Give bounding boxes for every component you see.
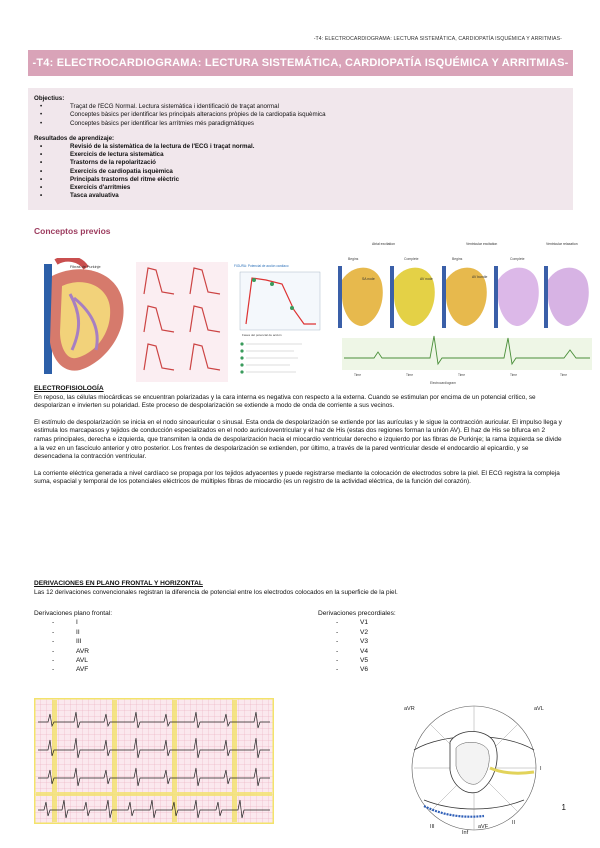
list-item: • Trastorns de la repolarització — [56, 159, 573, 167]
axis-label: I — [540, 766, 542, 772]
lead-name: III — [76, 638, 82, 646]
results-label: Resultados de aprendizaje: — [34, 134, 115, 142]
ecg-highlight — [36, 792, 272, 796]
list-dash: - — [52, 666, 55, 674]
ecg-highlight — [112, 700, 117, 822]
phase-header: Ventricular excitation — [466, 242, 498, 246]
list-dash: - — [336, 657, 339, 665]
list-item — [34, 665, 112, 674]
precordial-label: Derivaciones precordiales: — [318, 610, 396, 617]
lead-axis-diagram — [394, 688, 554, 836]
phases-caption: Fases del potencial de acción — [242, 333, 282, 337]
highlight-arc — [490, 768, 534, 773]
list-item — [318, 637, 396, 646]
list-item: • Principals trastorns del ritme elèctric — [56, 176, 573, 184]
vessel-shape — [390, 266, 394, 328]
list-dash: - — [336, 619, 339, 627]
list-item: • Exercicis de lectura sistemàtica — [56, 151, 573, 159]
heart-phase — [548, 268, 589, 326]
vessel-shape — [442, 266, 446, 328]
list-item — [318, 665, 396, 674]
list-item — [318, 647, 396, 656]
frontal-leads-list — [34, 609, 112, 675]
list-item — [318, 656, 396, 665]
ecg-12-lead-figure — [34, 698, 274, 824]
heart-row — [342, 268, 589, 326]
time-label: Time — [354, 373, 361, 377]
axis-label: aVF — [478, 824, 489, 830]
electrophysiology-section — [34, 385, 562, 487]
phase-sub: Complete — [404, 257, 419, 261]
action-potential-grid-figure — [136, 262, 228, 382]
heart-phase — [498, 268, 539, 326]
vessel-shape — [338, 266, 342, 328]
axis-label: III — [430, 824, 435, 830]
list-dash: - — [52, 619, 55, 627]
node-label: AV node — [420, 277, 433, 281]
list-dash: - — [336, 638, 339, 646]
list-item: • Conceptes bàsics per identificar les arrítmies més paradigmàtiques — [56, 120, 573, 128]
list-dash: - — [52, 638, 55, 646]
time-label: Time — [458, 373, 465, 377]
ap-caption: FIGURA: Potencial de acción cardíaco — [234, 264, 289, 268]
lead-name: AVR — [76, 647, 90, 655]
paragraph: En reposo, las células miocárdicas se encuentran polarizadas y la cara interna es negativa con respecto a la externa. Cuando se estimulan por encima de un potencial crítico, se despolarizan e invierten su polaridad. Este proceso de despolarización se extiende a modo de onda de corriente a sus vecinos. — [34, 393, 536, 410]
time-label: Time — [510, 373, 517, 377]
title-band — [28, 50, 573, 76]
legend-dot — [240, 370, 243, 373]
list-item — [34, 628, 112, 637]
list-dash: - — [52, 628, 55, 636]
lead-name: V1 — [360, 619, 369, 627]
list-item: • Revisió de la sistemàtica de la lectura de l'ECG i traçat normal. — [56, 143, 573, 151]
list-item: • Tasca avaluativa — [56, 192, 573, 200]
list-dash: - — [336, 666, 339, 674]
phase-marker — [290, 306, 294, 310]
axis-label: II — [512, 820, 516, 826]
phase-sub: Complete — [510, 257, 525, 261]
legend-dot — [240, 342, 243, 345]
vessel-shape — [544, 266, 548, 328]
node-label: SA node — [362, 277, 375, 281]
list-dash: - — [52, 647, 55, 655]
list-item — [318, 618, 396, 627]
time-label: Time — [560, 373, 567, 377]
list-item — [34, 656, 112, 665]
list-dash: - — [52, 657, 55, 665]
phase-sub: Begins — [348, 257, 359, 261]
paragraph: Las 12 derivaciones convencionales registran la diferencia de potencial entre los electrodos colocados en la superficie de la piel. — [34, 588, 398, 596]
list-item — [34, 618, 112, 627]
lead-name: AVF — [76, 666, 89, 674]
time-label: Time — [406, 373, 413, 377]
list-dash: - — [336, 647, 339, 655]
ecg-strip-caption: Electrocardiogram — [430, 381, 456, 385]
paragraph: El estímulo de despolarización se inicia en el nodo sinoauricular o sinusal. Esta onda de despolarización se extiende por las aurículas y le sigue la contracción auricular. El impulso llega y estimula los marcapasos y tejidos de conducción especializados en el nodo auriculoventricular y el haz de His (estas dos regiones forman la unión AV). El haz de His se bifurca en 2 ramas principales, derecha e izquierda, que transmiten la onda de despolarización hacia el miocardio ventricular derecho e izquierdo por las fibras de Purkinje; la rama izquierda se divide a la vez en un fascículo anterior y otro posterior. Los frentes de despolarización se extienden, por último, a través de la pared ventricular desde el endocardio al epicardio, y se desencadena la contracción ventricular. — [34, 418, 562, 461]
heart-label: Fibras de Purkinje — [70, 265, 101, 269]
objectives-list — [28, 103, 573, 128]
objectives-label: Objectius: — [34, 95, 65, 102]
running-header: -T4: ELECTROCARDIOGRAMA: LECTURA SISTEMÀTICA, CARDIOPATÍA ISQUÉMICA Y ARRITMIAS- — [313, 36, 562, 42]
grid-background — [136, 262, 228, 382]
axis-label: aVL — [534, 706, 544, 712]
results-list — [28, 143, 573, 200]
phase-marker — [252, 278, 256, 282]
ventricular-ap-figure — [232, 262, 326, 384]
list-item — [34, 637, 112, 646]
legend-dot — [240, 349, 243, 352]
lead-name: II — [76, 628, 80, 636]
lead-name: V5 — [360, 657, 369, 665]
frontal-label: Derivaciones plano frontal: — [34, 610, 113, 617]
ecg-highlight — [52, 700, 57, 822]
derivations-heading: DERIVACIONES EN PLANO FRONTAL Y HORIZONTAL — [34, 580, 203, 587]
ecg-highlight — [232, 700, 237, 822]
electrophysiology-heading: ELECTROFISIOLOGÍA — [34, 385, 104, 392]
heart-conduction-figure — [10, 258, 136, 382]
objectives-box — [28, 88, 573, 210]
node-label: AV bundle — [472, 275, 488, 279]
page-title: -T4: ELECTROCARDIOGRAMA: LECTURA SISTEMÁTICA, CARDIOPATÍA ISQUÉMICA Y ARRITMIAS- — [32, 57, 569, 69]
phase-marker — [270, 282, 274, 286]
lead-name: I — [76, 619, 78, 627]
axis-label: Inf — [462, 830, 469, 836]
vessel-shape — [494, 266, 498, 328]
lead-name: V3 — [360, 638, 369, 646]
list-dash: - — [336, 628, 339, 636]
list-item: • Conceptes bàsics per identificar les principals alteracions pròpies de la cardiopatia isquèmica — [56, 111, 573, 119]
lead-name: V6 — [360, 666, 369, 674]
ecg-paper — [34, 698, 274, 824]
axis-label: aVR — [404, 706, 415, 712]
paragraph: La corriente eléctrica generada a nivel cardíaco se propaga por los tejidos adyacentes y puede registrarse mediante la colocación de electrodos sobre la piel. El ECG registra la compleja suma, espacial y temporal de los potenciales eléctricos de múltiples fibras de miocardio (es un registro de la actividad eléctrica, de la función del corazón). — [34, 469, 560, 486]
section-title: Conceptos previos — [34, 226, 111, 236]
phase-header: Ventricular relaxation — [546, 242, 578, 246]
list-item: • Exercicis d'arrítmies — [56, 184, 573, 192]
page-number: 1 — [561, 803, 566, 812]
list-item — [318, 628, 396, 637]
derivations-section — [34, 580, 562, 597]
list-item: • Traçat de l'ECG Normal. Lectura sistemàtica i identificació de traçat anormal — [56, 103, 573, 111]
list-item: • Exercicis de cardiopatia isquèmica — [56, 168, 573, 176]
phase-sub: Begins — [452, 257, 463, 261]
list-item — [34, 647, 112, 656]
legend-dot — [240, 363, 243, 366]
excitation-phases-figure — [334, 240, 594, 386]
lead-name: V4 — [360, 647, 369, 655]
legend-dot — [240, 356, 243, 359]
lead-name: V2 — [360, 628, 369, 636]
precordial-leads-list — [318, 609, 396, 675]
phase-header: Atrial excitation — [372, 242, 395, 246]
lead-name: AVL — [76, 657, 88, 665]
